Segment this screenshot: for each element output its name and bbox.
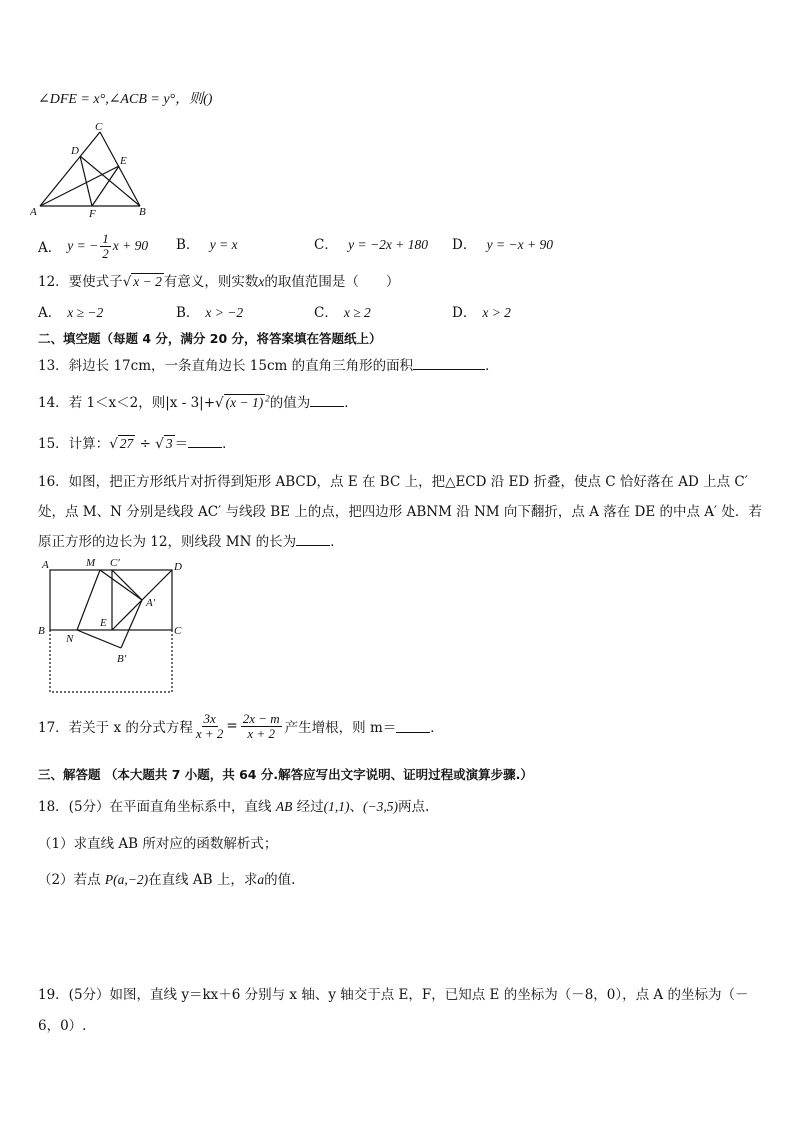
answer-blank[interactable]: [413, 357, 485, 370]
q11-option-a[interactable]: [38, 232, 148, 260]
answer-blank[interactable]: [188, 435, 222, 448]
q19-line1: 19．(5分）如图，直线 y＝kx＋6 分别与 x 轴、y 轴交于点 E，F，已知点 E 的坐标为（－8，0），点 A 的坐标为（－: [38, 987, 749, 1003]
fraction: $\frac{3x}{x + 2}$: [195, 711, 224, 741]
option-label: D．: [452, 237, 477, 253]
q12-option-d[interactable]: D． x > 2: [452, 305, 511, 321]
segment-ae: [40, 166, 119, 206]
label-a-prime: A′: [146, 597, 156, 609]
q12-option-b[interactable]: B． x > −2: [176, 305, 244, 321]
q13-stem: 13．斜边长 17cm，一条直角边长 15cm 的直角三角形的面积 ．: [38, 358, 499, 374]
fraction-num: 1: [102, 231, 109, 246]
q11-option-d[interactable]: [452, 233, 553, 253]
q16-line3: 原正方形的边长为 12，则线段 MN 的长为 ．: [38, 534, 344, 550]
q17-stem: 17．若关于 x 的分式方程 $\frac{3x}{x + 2}$ = $\frac{2x - m}{x + 2}$ 产生增根，则 m＝ ．: [38, 711, 444, 741]
option-expr: y = −: [67, 238, 99, 254]
segment-nb1: [77, 630, 121, 648]
label-n: N: [66, 633, 74, 645]
section-3-heading: 三、解答题 （本大题共 7 小题，共 64 分.解答应写出文字说明、证明过程或演算步骤.）: [38, 767, 533, 782]
q18-stem: 18．(5分）在平面直角坐标系中，直线 AB 经过(1,1)、(−3,5)两点.: [38, 799, 430, 815]
q11-option-b[interactable]: [176, 233, 238, 253]
option-label: C．: [314, 237, 338, 253]
label-b-prime: B′: [117, 653, 127, 665]
label-b: B: [38, 625, 45, 637]
segment-ac: [40, 132, 100, 206]
option-expr: y = x: [209, 237, 238, 252]
q12-option-a[interactable]: A． x ≥ −2: [38, 305, 104, 321]
option-label: A．: [38, 240, 62, 257]
label-f: F: [89, 208, 96, 220]
q12-stem: 12．要使式子√ x − 2 有意义，则实数x的取值范围是（ ）: [38, 274, 400, 290]
segment-c1a1: [112, 570, 142, 600]
q16-line1: 16．如图，把正方形纸片对折得到矩形 ABCD，点 E 在 BC 上，把△ECD 沿 ED 折叠，使点 C 恰好落在 AD 上点 C′: [38, 474, 748, 490]
label-b: B: [139, 206, 146, 218]
label-a: A: [30, 206, 37, 218]
label-e: E: [120, 155, 127, 167]
q19-line2: 6，0）.: [38, 1018, 87, 1034]
label-d: D: [71, 145, 79, 157]
label-c: C: [174, 625, 182, 637]
segment-fe: [92, 166, 119, 206]
option-label: B．: [176, 237, 200, 253]
q16-fold-figure: [34, 552, 194, 697]
sqrt-radicand: x − 2: [133, 274, 162, 289]
option-expr: y = −x + 90: [486, 237, 553, 252]
q11-option-c[interactable]: [314, 233, 428, 253]
label-a: A: [42, 559, 49, 571]
section-2-heading: 二、填空题（每题 4 分，满分 20 分，将答案填在答题纸上）: [38, 331, 382, 346]
fraction: $\frac{2x - m}{x + 2}$: [242, 711, 280, 741]
q14-stem: 14．若 1＜x＜2，则|x - 3|+√ (x − 1) $^2$的值为 ．: [38, 393, 358, 411]
label-d: D: [174, 561, 182, 573]
q15-stem: 15．计算：√ 27 ÷ √ 3 ＝ ．: [38, 436, 236, 452]
segment-bc: [100, 132, 140, 206]
q12-option-c[interactable]: C． x ≥ 2: [314, 305, 371, 321]
label-c-prime: C′: [110, 557, 120, 569]
option-expr: y = −2x + 180: [348, 237, 428, 252]
label-m: M: [86, 557, 96, 569]
segment-mn: [77, 570, 100, 630]
q18-sub2: （2）若点 P(a,−2)在直线 AB 上，求a的值.: [38, 872, 296, 888]
q18-sub1: （1）求直线 AB 所对应的函数解析式；: [38, 836, 278, 852]
option-expr: x + 90: [112, 238, 149, 254]
fraction: [100, 232, 111, 260]
segment-ma1: [100, 570, 142, 600]
fraction-den: 2: [102, 245, 109, 261]
label-e: E: [100, 617, 107, 629]
q11-triangle-figure: [30, 120, 160, 220]
q11-stem: ∠DFE = x°,∠ACB = y°，则(): [38, 92, 213, 107]
q16-line2: 处，点 M、N 分别是线段 AC′ 与线段 BE 上的点，把四边形 ABNM 沿 NM 向下翻折，点 A 落在 DE 的中点 A′ 处．若: [38, 504, 762, 520]
answer-blank[interactable]: [396, 720, 430, 733]
answer-blank[interactable]: [310, 394, 344, 407]
answer-blank[interactable]: [296, 533, 330, 546]
label-c: C: [95, 121, 103, 133]
segment-b1a1: [121, 600, 142, 648]
